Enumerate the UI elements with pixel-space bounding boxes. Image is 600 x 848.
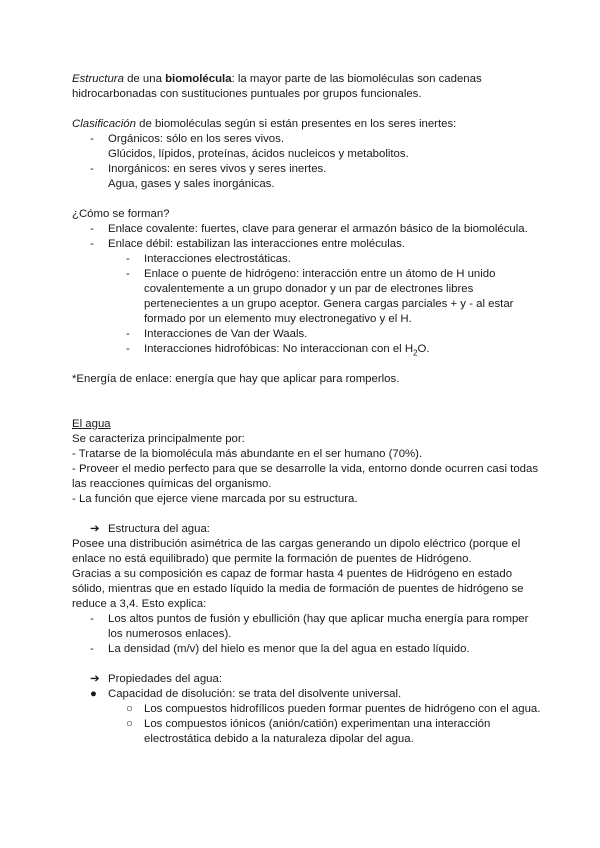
- heading-text: Estructura del agua:: [108, 523, 210, 535]
- list-item-densidad: [72, 642, 542, 657]
- arrow-icon: ➔: [90, 673, 100, 685]
- sub-item-hidrofobicas: [72, 342, 542, 357]
- circle-item-ionicos: [72, 717, 542, 747]
- subscript-two: 2: [413, 348, 418, 358]
- circle-bullet-icon: ○: [126, 718, 133, 730]
- item-line: Orgánicos: sólo en los seres vivos.: [108, 133, 284, 145]
- clasificacion-rest: de biomoléculas según si están presentes en los seres inertes:: [135, 118, 457, 130]
- bullet-item-capacidad: [72, 687, 542, 702]
- item-text: Capacidad de disolución: se trata del disolvente universal.: [108, 688, 402, 700]
- item-text: Interacciones electrostáticas.: [144, 253, 291, 265]
- intro-paragraph: [72, 72, 542, 102]
- estructura-heading: [72, 522, 542, 537]
- item-line: Agua, gases y sales inorgánicas.: [108, 178, 275, 190]
- dash-marker: -: [90, 163, 94, 175]
- list-item-inorganicos: [72, 162, 542, 192]
- dash-marker: -: [90, 613, 94, 625]
- agua-point: - La función que ejerce viene marcada por su estructura.: [72, 493, 358, 505]
- dash-marker: -: [126, 253, 130, 265]
- intro-connector: de una: [123, 73, 166, 85]
- agua-point: - Proveer el medio perfecto para que se desarrolle la vida, entorno donde ocurren casi todas las reacciones químicas del organismo.: [72, 463, 539, 490]
- hidrofobicas-text: Interacciones hidrofóbicas: No interaccionan con el H: [144, 343, 414, 355]
- list-item-puntos: [72, 612, 542, 642]
- item-line: Glúcidos, lípidos, proteínas, ácidos nucleicos y metabolitos.: [108, 148, 409, 160]
- dash-marker: -: [126, 268, 130, 280]
- item-text: Interacciones de Van der Waals.: [144, 328, 308, 340]
- heading-text: Propiedades del agua:: [108, 673, 222, 685]
- document-content: [72, 72, 542, 747]
- estructura-word: Estructura: [72, 73, 124, 85]
- item-text: [144, 342, 542, 357]
- estructura-paragraph-1: Posee una distribución asimétrica de las cargas generando un dipolo eléctrico (porque el enlace no está equilibrado) que permite la formación de puentes de Hidrógeno.: [72, 538, 521, 565]
- agua-title: El agua: [72, 418, 111, 430]
- estructura-paragraph-2: Gracias a su composición es capaz de formar hasta 4 puentes de Hidrógeno en estado sólido, mientras que en estado líquido la media de formación de puentes de hidrógeno se reduce a 3,4. Esto explica:: [72, 568, 524, 610]
- sub-item-electrostaticas: [72, 252, 542, 267]
- como-title: ¿Cómo se forman?: [72, 208, 170, 220]
- sub-item-hidrogeno: [72, 267, 542, 327]
- dash-marker: -: [90, 133, 94, 145]
- dash-marker: -: [126, 328, 130, 340]
- list-item-debil: [72, 237, 542, 252]
- biomolecula-word: biomolécula: [165, 73, 232, 85]
- dash-marker: -: [126, 343, 130, 355]
- item-line: Inorgánicos: en seres vivos y seres inertes.: [108, 163, 327, 175]
- dash-marker: -: [90, 238, 94, 250]
- intro-rest: : la mayor parte de las biomoléculas son cadenas hidrocarbonadas con sustituciones puntuales por grupos funcionales.: [72, 73, 482, 100]
- item-text: Los compuestos iónicos (anión/catión) experimentan una interacción electrostática debido a la naturaleza dipolar del agua.: [144, 718, 491, 745]
- item-text: Enlace o puente de hidrógeno: interacción entre un átomo de H unido covalentemente a un grupo donador y un par de electrones libres pertenecientes a un grupo aceptor. Genera cargas parciales + y - al estar formado por un elemento muy electronegativo y el H.: [144, 268, 514, 325]
- item-text: Enlace débil: estabilizan las interacciones entre moléculas.: [108, 238, 405, 250]
- circle-item-hidrofilicos: [72, 702, 542, 717]
- agua-intro: Se caracteriza principalmente por:: [72, 433, 245, 445]
- circle-bullet-icon: ○: [126, 703, 133, 715]
- energia-note: *Energía de enlace: energía que hay que aplicar para romperlos.: [72, 373, 400, 385]
- list-item-covalente: [72, 222, 542, 237]
- arrow-icon: ➔: [90, 523, 100, 535]
- hidrofobicas-end: O.: [417, 343, 430, 355]
- item-text: Los altos puntos de fusión y ebullición (hay que aplicar mucha energía para romper los numerosos enlaces).: [108, 613, 529, 640]
- item-text: Los compuestos hidrofílicos pueden formar puentes de hidrógeno con el agua.: [144, 703, 541, 715]
- clasificacion-word: Clasificación: [72, 118, 136, 130]
- item-text: Enlace covalente: fuertes, clave para generar el armazón básico de la biomolécula.: [108, 223, 528, 235]
- item-text: La densidad (m/v) del hielo es menor que la del agua en estado líquido.: [108, 643, 470, 655]
- sub-item-van-der-waals: [72, 327, 542, 342]
- dash-marker: -: [90, 643, 94, 655]
- agua-point: - Tratarse de la biomolécula más abundante en el ser humano (70%).: [72, 448, 423, 460]
- bullet-icon: ●: [90, 688, 97, 700]
- list-item-organicos: [72, 132, 542, 162]
- propiedades-heading: [72, 672, 542, 687]
- dash-marker: -: [90, 223, 94, 235]
- clasificacion-heading: [72, 117, 542, 132]
